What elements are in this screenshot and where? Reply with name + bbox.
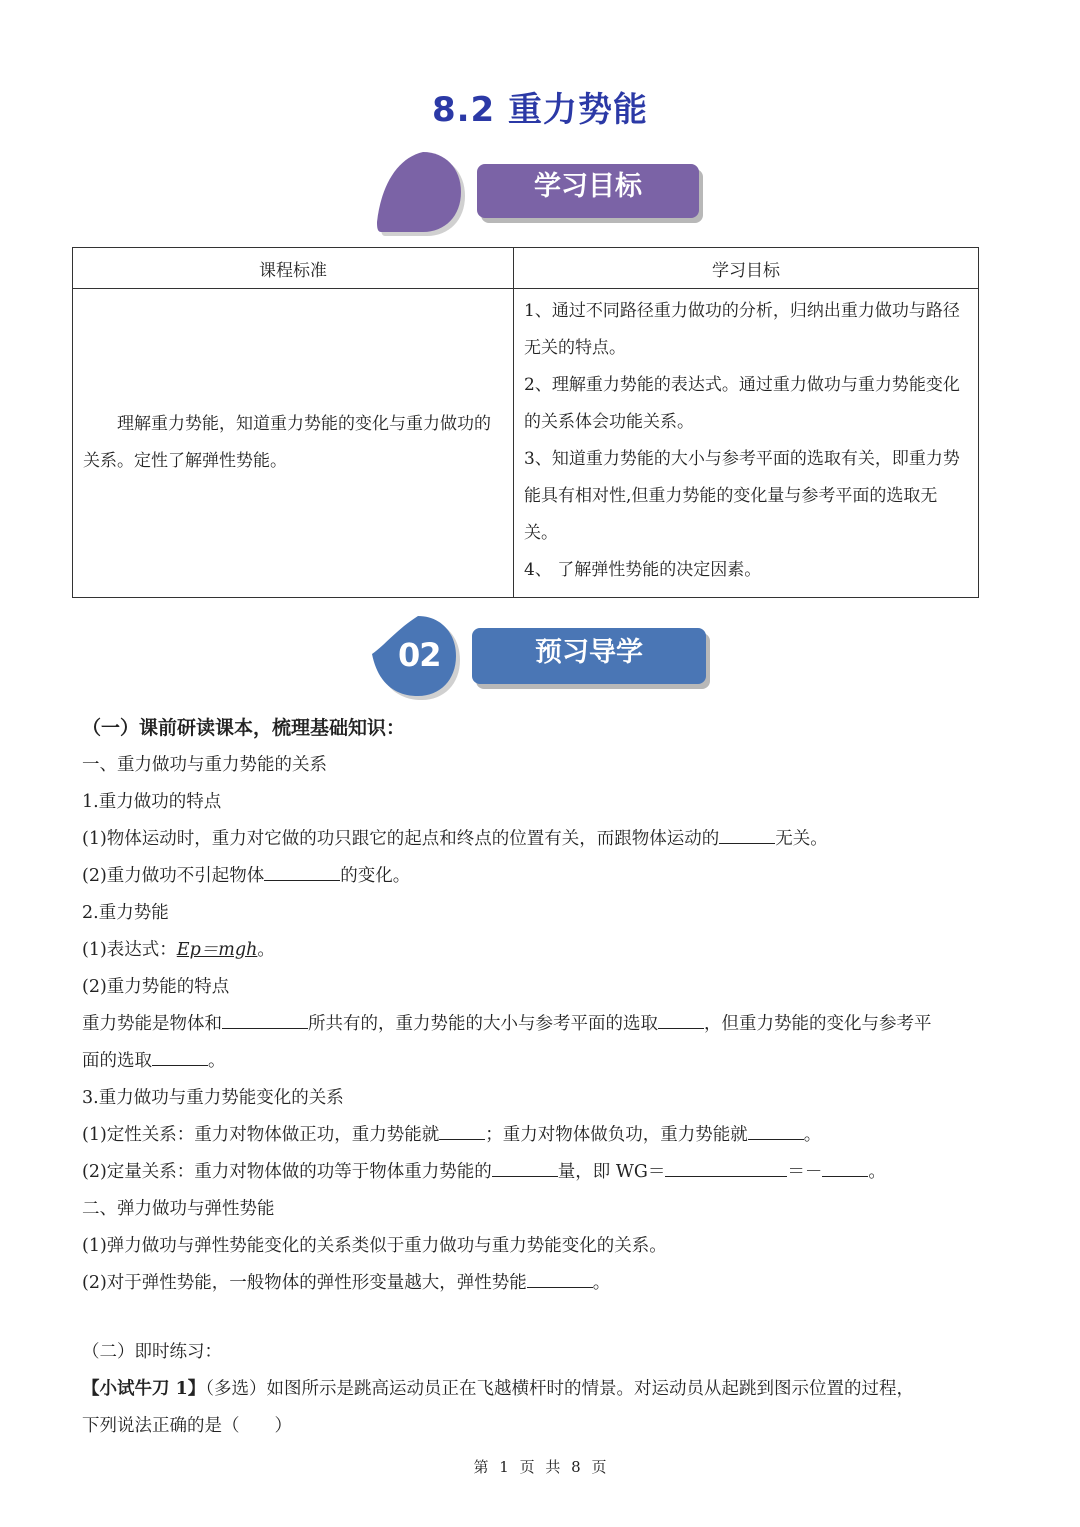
blank	[527, 1269, 593, 1288]
page-title: 8.2 重力势能	[431, 90, 649, 130]
fill-line	[82, 858, 1002, 895]
fill-line	[82, 821, 1002, 858]
part-heading: 二、弹力做功与弹性势能	[82, 1199, 275, 1219]
preview-label: 预习导学	[472, 628, 706, 684]
standard-cell	[73, 289, 514, 598]
goal-item: 1、通过不同路径重力做功的分析，归纳出重力做功与路径无关的特点。	[524, 301, 960, 358]
text: 。	[208, 1051, 226, 1071]
blank	[152, 1047, 208, 1066]
blank	[748, 1121, 804, 1140]
header-standard: 课程标准	[73, 248, 514, 289]
section-number: 02	[398, 636, 441, 674]
text: 量，即 WG＝	[557, 1162, 666, 1182]
item-heading: (2)重力势能的特点	[82, 977, 230, 997]
blank	[222, 1010, 308, 1029]
text: 。	[868, 1162, 886, 1182]
goals-cell	[514, 289, 979, 598]
item-heading: 3.重力做功与重力势能变化的关系	[82, 1088, 344, 1108]
text: 。	[803, 1125, 822, 1145]
goal-item: 3、知道重力势能的大小与参考平面的选取有关，即重力势能具有相对性,但重力势能的变化量与参考平面的选取无关。	[524, 449, 960, 543]
table-header-row	[73, 248, 979, 289]
text: 。	[257, 940, 275, 960]
section-heading: （一）课前研读课本，梳理基础知识：	[82, 717, 406, 739]
text: (2)定量关系：重力对物体做的功等于物体重力势能的	[82, 1162, 492, 1182]
item-heading: 1.重力做功的特点	[82, 792, 222, 812]
text: ；重力对物体做负功，重力势能就	[485, 1125, 748, 1145]
formula: Ep＝mgh	[176, 940, 258, 960]
spacer	[82, 1302, 1002, 1334]
learning-goals-banner	[375, 150, 705, 240]
section-heading: （二）即时练习：	[82, 1342, 222, 1362]
text: 的变化。	[340, 866, 411, 886]
text: (2)重力做功不引起物体	[82, 866, 265, 886]
fill-line	[82, 1265, 1002, 1302]
main-content	[82, 710, 1002, 1445]
text: ＝－	[787, 1162, 823, 1182]
blank	[822, 1158, 868, 1177]
text: (1)物体运动时，重力对它做的功只跟它的起点和终点的位置有关，而跟物体运动的	[82, 829, 720, 849]
fill-line	[82, 1006, 1002, 1043]
goal-item: 2、理解重力势能的表达式。通过重力做功与重力势能变化的关系体会功能关系。	[524, 375, 960, 432]
text: ，但重力势能的变化与参考平	[704, 1014, 932, 1034]
blank	[492, 1158, 558, 1177]
text: 。	[592, 1273, 611, 1293]
text: (1)定性关系：重力对物体做正功，重力势能就	[82, 1125, 440, 1145]
exercise-tag: 【小试牛刀 1】	[82, 1379, 206, 1399]
header-goals: 学习目标	[514, 248, 979, 289]
part-heading: 一、重力做功与重力势能的关系	[82, 755, 327, 775]
text: 无关。	[775, 829, 828, 849]
fill-line	[82, 1117, 1002, 1154]
standard-text: 理解重力势能，知道重力势能的变化与重力做功的关系。定性了解弹性势能。	[83, 414, 491, 471]
fill-line	[82, 932, 1002, 969]
goals-table	[72, 247, 979, 598]
exercise-line: 下列说法正确的是（ ）	[82, 1416, 292, 1436]
petal-icon	[375, 150, 465, 240]
blank	[264, 862, 340, 881]
fill-line	[82, 1043, 1002, 1080]
page-footer: 第 1 页 共 8 页	[473, 1458, 607, 1476]
blank	[658, 1010, 704, 1029]
exercise-text: （多选）如图所示是跳高运动员正在飞越横杆时的情景。对运动员从起跳到图示位置的过程，	[205, 1379, 915, 1399]
item-heading: 2.重力势能	[82, 903, 169, 923]
text: (2)对于弹性势能，一般物体的弹性形变量越大，弹性势能	[82, 1273, 527, 1293]
exercise-line	[82, 1371, 1002, 1408]
blank	[719, 825, 775, 844]
goal-item: 4、 了解弹性势能的决定因素。	[524, 560, 762, 580]
learning-goals-label: 学习目标	[477, 164, 699, 218]
text-line: (1)弹力做功与弹性势能变化的关系类似于重力做功与重力势能变化的关系。	[82, 1236, 667, 1256]
text: 面的选取	[82, 1051, 152, 1071]
text: 重力势能是物体和	[82, 1014, 222, 1034]
text: 所共有的，重力势能的大小与参考平面的选取	[308, 1014, 658, 1034]
fill-line	[82, 1154, 1002, 1191]
preview-banner	[370, 614, 715, 704]
blank	[665, 1158, 787, 1177]
blank	[439, 1121, 485, 1140]
text: (1)表达式：	[82, 940, 177, 960]
table-row	[73, 289, 979, 598]
